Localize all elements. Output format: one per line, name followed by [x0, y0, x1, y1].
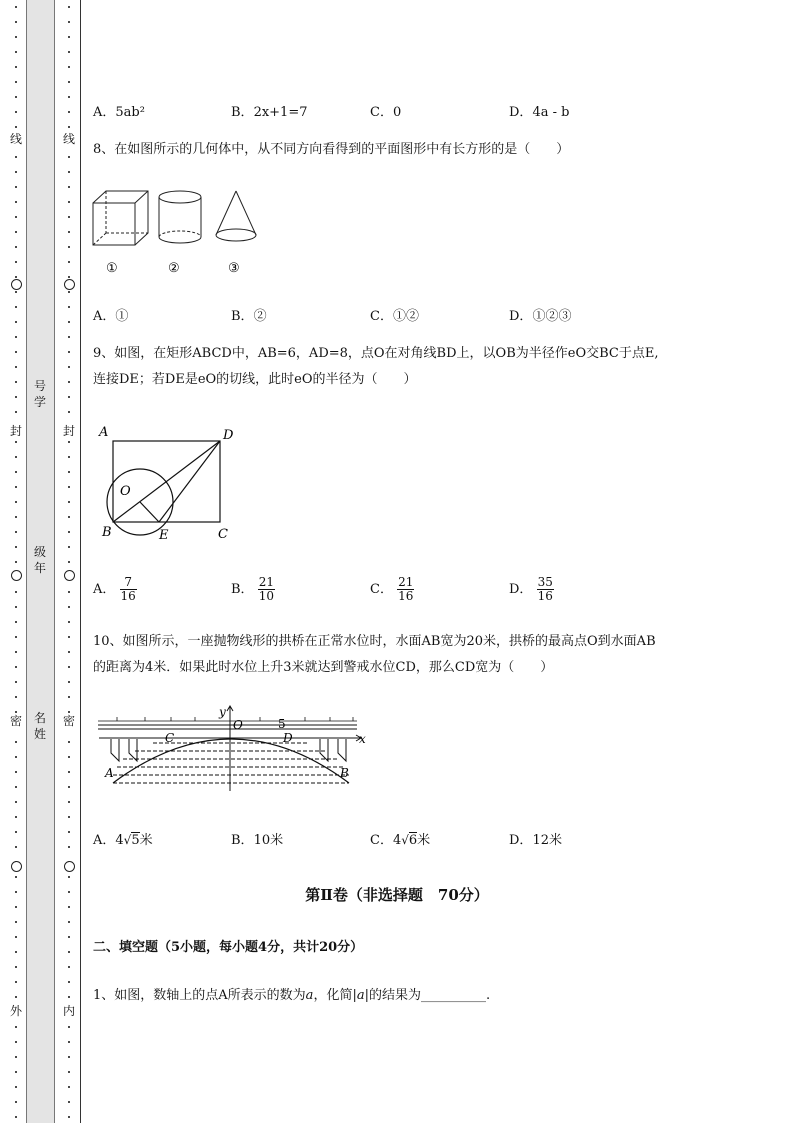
label-o: O [120, 484, 131, 499]
binding-dot [15, 561, 17, 563]
binding-dot [15, 801, 17, 803]
binding-dot [15, 486, 17, 488]
binding-dot [68, 696, 70, 698]
binding-dot [15, 471, 17, 473]
q8-option-d: D．①②③ [509, 309, 572, 324]
cube-label: ① [106, 261, 118, 276]
binding-dot [15, 621, 17, 623]
binding-dot [68, 1101, 70, 1103]
q7-option-b: B．2x+1=7 [231, 105, 308, 120]
label-c: C [218, 527, 228, 542]
binding-dot [68, 156, 70, 158]
q10-option-c: C．4√6米 [370, 833, 431, 848]
inner-rule-line [80, 0, 81, 1123]
outer-seal-label-xian: 线 [9, 132, 22, 146]
binding-dot [68, 786, 70, 788]
q9-rectangle-figure [95, 420, 245, 545]
q10-option-a: A．4√5米 [93, 833, 153, 848]
q7-option-c: C．0 [370, 105, 402, 120]
binding-dot [68, 456, 70, 458]
radius-oe [140, 502, 159, 522]
outer-circle-marker [11, 279, 22, 290]
binding-dot [68, 771, 70, 773]
label-d: D [223, 428, 234, 443]
binding-dot [68, 666, 70, 668]
q10-stem-line2: 的距离为4米．如果此时水位上升3米就达到警戒水位CD，那么CD宽为（ ） [93, 660, 554, 675]
binding-dot [15, 321, 17, 323]
binding-dot [15, 591, 17, 593]
binding-dot [68, 201, 70, 203]
binding-dot [15, 96, 17, 98]
binding-dot [15, 441, 17, 443]
binding-dot [15, 396, 17, 398]
binding-dot [15, 711, 17, 713]
label-d: D [283, 731, 293, 745]
binding-dot [15, 936, 17, 938]
binding-dot [15, 516, 17, 518]
q10-option-d: D．12米 [509, 833, 562, 848]
binding-dot [15, 381, 17, 383]
q10-bridge-figure [95, 703, 375, 795]
inner-dotted-line [63, 0, 75, 1123]
binding-dot [15, 366, 17, 368]
binding-dot [68, 756, 70, 758]
binding-dot [68, 921, 70, 923]
binding-dot [68, 336, 70, 338]
binding-dot [68, 876, 70, 878]
q8-option-b: B．② [231, 309, 267, 324]
binding-dot [15, 291, 17, 293]
binding-dot [68, 366, 70, 368]
binding-dot [15, 306, 17, 308]
binding-dot [15, 501, 17, 503]
part2-title: 第Ⅱ卷（非选择题 70分） [305, 886, 489, 904]
binding-dot [15, 231, 17, 233]
q10-stem-line1: 10、如图所示，一座抛物线形的拱桥在正常水位时，水面AB宽为20米，拱桥的最高点O到水面AB [93, 634, 656, 649]
binding-dot [68, 651, 70, 653]
q9-stem-line1: 9、如图，在矩形ABCD中，AB=6，AD=8，点O在对角线BD上，以OB为半径作eO交BC于点E, [93, 346, 659, 361]
q9-option-c: C． $\frac{21}{16}$ [370, 575, 414, 603]
binding-dot [15, 981, 17, 983]
binding-dot [68, 411, 70, 413]
binding-dot [15, 1071, 17, 1073]
binding-dot [15, 816, 17, 818]
binding-dot [15, 606, 17, 608]
binding-dot [68, 306, 70, 308]
binding-dot [68, 1041, 70, 1043]
binding-dot [68, 936, 70, 938]
binding-dot [15, 831, 17, 833]
binding-dot [68, 186, 70, 188]
binding-dot [68, 321, 70, 323]
binding-dot [68, 66, 70, 68]
binding-dot [15, 276, 17, 278]
label-b: B [102, 525, 112, 540]
binding-dot [68, 396, 70, 398]
binding-dot [15, 456, 17, 458]
binding-dot [68, 126, 70, 128]
binding-dot [68, 621, 70, 623]
q8-stem: 8、在如图所示的几何体中，从不同方向看得到的平面图形中有长方形的是（ ） [93, 142, 570, 157]
binding-dot [15, 531, 17, 533]
binding-dot [15, 1056, 17, 1058]
binding-dot [68, 996, 70, 998]
binding-dot [68, 96, 70, 98]
binding-dot [68, 801, 70, 803]
q8-solids-figure [88, 185, 278, 280]
label-o: O [233, 718, 243, 732]
binding-dot [15, 756, 17, 758]
binding-dot [68, 231, 70, 233]
binding-dot [68, 681, 70, 683]
inner-seal-label-xian: 线 [62, 132, 75, 146]
binding-dot [68, 906, 70, 908]
name-field-label: 名姓 [33, 711, 46, 741]
q7-option-a: A．5ab² [93, 105, 145, 120]
student-number-field-label: 号学 [33, 379, 46, 409]
q8-option-a: A．① [93, 309, 129, 324]
binding-dot [68, 831, 70, 833]
q10-option-b: B．10米 [231, 833, 284, 848]
binding-dot [68, 1071, 70, 1073]
binding-dot [15, 996, 17, 998]
cylinder-label: ② [168, 261, 180, 276]
q9-option-d: D． $\frac{35}{16}$ [509, 575, 553, 603]
binding-dot [68, 351, 70, 353]
label-a: A [105, 766, 114, 780]
inner-circle-marker [64, 570, 75, 581]
inner-seal-label-feng: 封 [62, 424, 75, 438]
binding-dot [68, 981, 70, 983]
binding-dot [68, 171, 70, 173]
label-a: A [99, 425, 109, 440]
binding-dot [68, 261, 70, 263]
binding-dot [68, 1026, 70, 1028]
binding-dot [15, 261, 17, 263]
binding-dot [68, 486, 70, 488]
binding-dot [15, 696, 17, 698]
cone-figure [216, 191, 256, 241]
binding-dot [68, 966, 70, 968]
binding-dot [68, 6, 70, 8]
binding-dot [68, 531, 70, 533]
binding-dot [15, 351, 17, 353]
binding-dot [15, 771, 17, 773]
binding-dot [15, 681, 17, 683]
binding-dot [68, 81, 70, 83]
binding-dot [68, 216, 70, 218]
binding-dot [15, 906, 17, 908]
binding-dot [15, 156, 17, 158]
binding-dot [68, 951, 70, 953]
outer-circle-marker [11, 570, 22, 581]
binding-dot [68, 561, 70, 563]
binding-dot [15, 1026, 17, 1028]
binding-dot [15, 111, 17, 113]
binding-dot [15, 921, 17, 923]
grade-field-label: 级年 [33, 545, 46, 575]
inner-circle-marker [64, 861, 75, 872]
q7-option-d: D．4a - b [509, 105, 570, 120]
cone-label: ③ [228, 261, 240, 276]
binding-dot [15, 216, 17, 218]
binding-dot [68, 1116, 70, 1118]
outer-seal-label-feng: 封 [9, 424, 22, 438]
binding-dot [68, 291, 70, 293]
binding-dot [15, 171, 17, 173]
q9-option-b: B． $\frac{21}{10}$ [231, 575, 274, 603]
binding-dot [15, 651, 17, 653]
binding-dot [15, 36, 17, 38]
section2-heading: 二、填空题（5小题，每小题4分，共计20分） [93, 940, 364, 955]
outer-seal-label-mi: 密 [9, 714, 22, 728]
binding-dot [68, 36, 70, 38]
cylinder-figure [159, 191, 201, 243]
fill-q1: 1、如图，数轴上的点A所表示的数为a，化简|a|的结果为__________. [93, 988, 491, 1003]
outer-circle-marker [11, 861, 22, 872]
binding-dot [68, 846, 70, 848]
binding-dot [15, 636, 17, 638]
binding-dot [15, 966, 17, 968]
binding-dot [68, 591, 70, 593]
q9-option-a: A． $\frac{7}{16}$ [93, 575, 136, 603]
binding-dot [68, 816, 70, 818]
binding-dot [68, 516, 70, 518]
q9-stem-line2: 连接DE；若DE是eO的切线，此时eO的半径为（ ） [93, 372, 417, 387]
binding-dot [68, 606, 70, 608]
binding-dot [15, 21, 17, 23]
binding-dot [15, 336, 17, 338]
label-y: y [219, 705, 226, 719]
cube-figure [93, 191, 148, 245]
binding-dot [68, 636, 70, 638]
binding-dot [68, 441, 70, 443]
binding-dot [68, 51, 70, 53]
label-b: B [340, 766, 349, 780]
binding-dot [15, 1041, 17, 1043]
binding-dot [15, 1101, 17, 1103]
binding-dot [68, 1056, 70, 1058]
binding-dot [15, 741, 17, 743]
binding-dot [15, 411, 17, 413]
inner-circle-marker [64, 279, 75, 290]
binding-dot [15, 546, 17, 548]
binding-dot [68, 546, 70, 548]
binding-dot [68, 246, 70, 248]
binding-dot [68, 111, 70, 113]
binding-dot [15, 66, 17, 68]
label-c: C [165, 731, 175, 745]
label-x: x [359, 732, 366, 746]
binding-dot [15, 876, 17, 878]
binding-dot [15, 186, 17, 188]
label-e: E [159, 528, 169, 543]
binding-dot [15, 846, 17, 848]
binding-dot [15, 786, 17, 788]
q8-option-c: C．①② [370, 309, 419, 324]
segment-de [159, 441, 220, 522]
binding-dot [15, 201, 17, 203]
binding-dot [15, 666, 17, 668]
label-five: 5 [278, 717, 286, 731]
binding-dot [68, 501, 70, 503]
binding-dot [15, 246, 17, 248]
inner-seal-label-nei: 内 [62, 1004, 75, 1018]
binding-dot [68, 381, 70, 383]
binding-dot [68, 1086, 70, 1088]
binding-dot [68, 276, 70, 278]
binding-dot [15, 81, 17, 83]
binding-dot [68, 21, 70, 23]
binding-dot [15, 951, 17, 953]
binding-dot [68, 741, 70, 743]
inner-seal-label-mi: 密 [62, 714, 75, 728]
outer-seal-label-wai: 外 [9, 1004, 22, 1018]
binding-dot [68, 711, 70, 713]
binding-dot [15, 51, 17, 53]
binding-dot [15, 1116, 17, 1118]
binding-dot [15, 126, 17, 128]
binding-dot [15, 6, 17, 8]
binding-dot [15, 1086, 17, 1088]
binding-dot [68, 471, 70, 473]
outer-dotted-line [10, 0, 22, 1123]
